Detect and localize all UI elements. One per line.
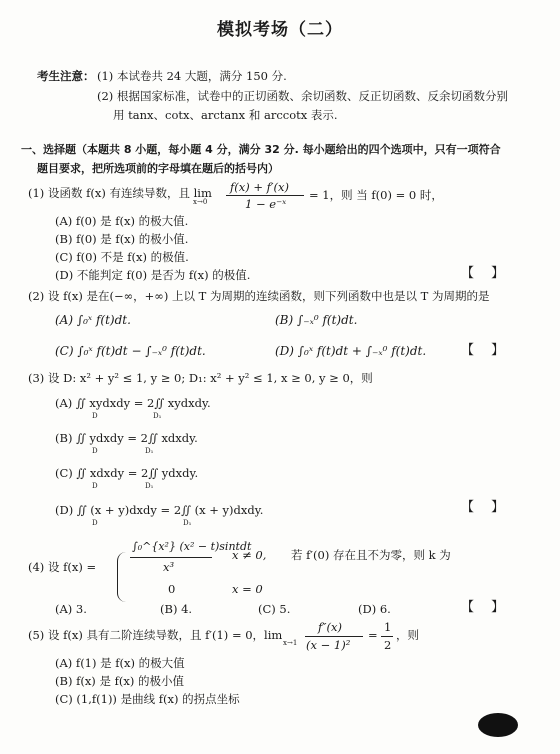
question-4-denominator: x³ bbox=[163, 560, 175, 574]
question-5-option-b: (B) f(x) 是 f(x) 的极小值 bbox=[55, 674, 184, 688]
question-2-option-c: (C) ∫₀ˣ f(t)dt − ∫₋ₓ⁰ f(t)dt. bbox=[55, 344, 206, 358]
section-heading: 一、选择题（本题共 8 小题，每小题 4 分，满分 32 分. 每小题给出的四个选项中，只有一项符合 bbox=[21, 143, 501, 156]
question-4-numerator: ∫₀^{x²} (x² − t)sintdt bbox=[132, 540, 252, 553]
question-4-option-a: (A) 3. bbox=[55, 602, 87, 616]
question-3-b-sub-d1: D₁ bbox=[145, 447, 154, 455]
question-3-option-c: (C) ∬ xdxdy = 2∬ ydxdy. bbox=[55, 466, 199, 480]
question-1-option-d: (D) 不能判定 f(0) 是否为 f(x) 的极值. bbox=[55, 268, 251, 282]
notice-item-2-cont: 用 tanx、cotx、arctanx 和 arccotx 表示. bbox=[113, 108, 338, 122]
question-1-option-a: (A) f(0) 是 f(x) 的极大值. bbox=[55, 214, 189, 228]
question-3-a-sub-d: D bbox=[92, 412, 98, 420]
question-2-answer-bracket: 【 】 bbox=[461, 343, 505, 358]
question-2-option-d: (D) ∫₀ˣ f(t)dt + ∫₋ₓ⁰ f(t)dt. bbox=[275, 344, 427, 358]
question-3-b-sub-d: D bbox=[92, 447, 98, 455]
question-1-numerator: f(x) + f′(x) bbox=[230, 180, 289, 194]
question-1-tail: = 1，则 当 f(0) = 0 时， bbox=[309, 188, 443, 202]
question-5-fraction-bar bbox=[305, 636, 363, 637]
question-4-condition-2: x = 0 bbox=[232, 582, 263, 596]
question-4-zero-value: 0 bbox=[168, 582, 176, 596]
notice-item-1: (1) 本试卷共 24 大题，满分 150 分. bbox=[97, 69, 287, 83]
question-4-option-d: (D) 6. bbox=[358, 602, 391, 616]
question-3-answer-bracket: 【 】 bbox=[461, 500, 505, 515]
question-3-d-sub-d: D bbox=[92, 519, 98, 527]
question-3-d-sub-d1: D₁ bbox=[183, 519, 192, 527]
question-5-equals: = bbox=[368, 628, 378, 642]
question-4-label: (4) 设 f(x) = bbox=[28, 560, 97, 574]
question-5-half-bar bbox=[381, 636, 393, 637]
question-3-stem: (3) 设 D: x² + y² ≤ 1, y ≥ 0; D₁: x² + y² ≤ 1, x ≥ 0, y ≥ 0，则 bbox=[28, 371, 373, 385]
question-5-numerator: f″(x) bbox=[318, 620, 343, 634]
question-5-denominator: (x − 1)² bbox=[306, 638, 351, 652]
question-4-answer-bracket: 【 】 bbox=[461, 600, 505, 615]
page-corner-mark bbox=[478, 713, 518, 737]
question-3-option-a: (A) ∬ xydxdy = 2∬ xydxdy. bbox=[55, 396, 211, 410]
question-4-fraction-bar bbox=[130, 557, 212, 558]
notice-item-2: (2) 根据国家标准，试卷中的正切函数、余切函数、反正切函数、反余切函数分别 bbox=[97, 89, 508, 103]
question-5-half-denominator: 2 bbox=[384, 638, 392, 652]
question-4-option-b: (B) 4. bbox=[160, 602, 193, 616]
question-1-option-c: (C) f(0) 不是 f(x) 的极值. bbox=[55, 250, 189, 264]
section-heading-cont: 题目要求，把所选项前的字母填在题后的括号内） bbox=[37, 162, 279, 175]
question-4-condition-1: x ≠ 0, bbox=[232, 548, 267, 562]
question-3-option-b: (B) ∬ ydxdy = 2∬ xdxdy. bbox=[55, 431, 198, 445]
question-2-option-a: (A) ∫₀ˣ f(t)dt. bbox=[55, 313, 131, 327]
question-1-option-b: (B) f(0) 是 f(x) 的极小值. bbox=[55, 232, 189, 246]
question-2-stem: (2) 设 f(x) 是在(−∞，+∞) 上以 T 为周期的连续函数，则下列函数中也是以 T 为周期的是 bbox=[28, 289, 490, 303]
question-5-tail: ，则 bbox=[396, 628, 419, 642]
question-5-stem: (5) 设 f(x) 具有二阶连续导数，且 f′(1) = 0，lim bbox=[28, 628, 283, 642]
question-1-limit-sub: x→0 bbox=[193, 198, 208, 206]
question-1-answer-bracket: 【 】 bbox=[461, 266, 505, 281]
question-5-limit-sub: x→1 bbox=[283, 639, 298, 647]
question-3-c-sub-d1: D₁ bbox=[145, 482, 154, 490]
question-5-option-a: (A) f(1) 是 f(x) 的极大值 bbox=[55, 656, 185, 670]
question-5-half-numerator: 1 bbox=[384, 620, 392, 634]
question-5-option-c: (C) (1,f(1)) 是曲线 f(x) 的拐点坐标 bbox=[55, 692, 240, 706]
question-1-stem: (1) 设函数 f(x) 有连续导数，且 lim bbox=[28, 186, 212, 200]
question-3-option-d: (D) ∬ (x + y)dxdy = 2∬ (x + y)dxdy. bbox=[55, 503, 264, 517]
question-1-denominator: 1 − e⁻ˣ bbox=[245, 197, 287, 211]
question-4-option-c: (C) 5. bbox=[258, 602, 291, 616]
question-1-fraction-bar bbox=[226, 195, 304, 196]
notice-label: 考生注意： bbox=[37, 69, 95, 83]
question-3-c-sub-d: D bbox=[92, 482, 98, 490]
question-4-piecewise-brace bbox=[117, 552, 126, 602]
question-4-tail: 若 f′(0) 存在且不为零，则 k 为 bbox=[291, 548, 451, 562]
page-title: 模拟考场（二） bbox=[217, 20, 343, 40]
question-3-a-sub-d1: D₁ bbox=[153, 412, 162, 420]
question-2-option-b: (B) ∫₋ₓ⁰ f(t)dt. bbox=[275, 313, 358, 327]
